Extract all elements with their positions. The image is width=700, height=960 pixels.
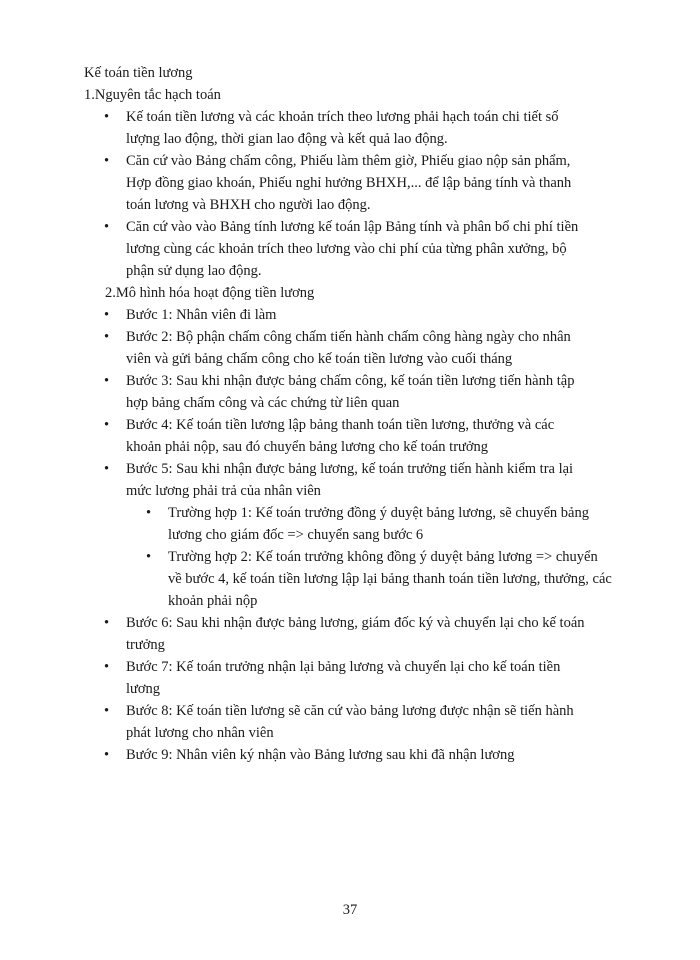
list-item <box>0 744 586 766</box>
list-item <box>0 612 586 656</box>
bullet-icon: • <box>104 329 110 345</box>
section2-step-list <box>0 304 700 766</box>
list-item-text: Bước 8: Kế toán tiền lương sẽ căn cứ vào bảng lương được nhận sẽ tiến hành phát lương cho nhân viên <box>126 703 574 741</box>
list-item <box>0 216 586 282</box>
list-item <box>0 150 586 216</box>
bullet-icon: • <box>146 549 152 565</box>
list-item <box>0 326 586 370</box>
list-item-text: Bước 2: Bộ phận chấm công chấm tiến hành chấm công hàng ngày cho nhân viên và gửi bảng chấm công cho kế toán tiền lương vào cuối tháng <box>126 329 571 367</box>
list-item <box>0 656 586 700</box>
page-number: 37 <box>342 902 358 918</box>
bullet-icon: • <box>104 417 110 433</box>
list-item-text: Bước 5: Sau khi nhận được bảng lương, kế toán trưởng tiến hành kiểm tra lại mức lương phải trả của nhân viên <box>126 461 574 499</box>
section1-heading: 1.Nguyên tắc hạch toán <box>84 87 221 103</box>
list-item <box>0 458 586 502</box>
bullet-icon: • <box>104 747 110 763</box>
list-item-text: Kế toán tiền lương và các khoản trích theo lương phải hạch toán chi tiết số lượng lao động, thời gian lao động và kết quả lao động. <box>126 109 559 147</box>
list-item-text: Căn cứ vào Bảng chấm công, Phiếu làm thêm giờ, Phiếu giao nộp sản phẩm, Hợp đồng giao khoán, Phiếu nghỉ hưởng BHXH,... để lập bảng tính và thanh toán lương và BHXH cho người lao động. <box>126 153 572 213</box>
document-title: Kế toán tiền lương <box>84 65 193 81</box>
list-item-text: Bước 6: Sau khi nhận được bảng lương, giám đốc ký và chuyển lại cho kế toán trưởng <box>126 615 585 653</box>
section1-bullet-list <box>0 106 700 282</box>
list-item <box>0 304 586 326</box>
bullet-icon: • <box>146 505 152 521</box>
list-item-text: Bước 7: Kế toán trưởng nhận lại bảng lương và chuyển lại cho kế toán tiền lương <box>126 659 561 697</box>
list-item-text: Bước 9: Nhân viên ký nhận vào Bảng lương sau khi đã nhận lương <box>126 747 515 763</box>
bullet-icon: • <box>104 373 110 389</box>
sub-list-item <box>0 502 612 546</box>
bullet-icon: • <box>104 153 110 169</box>
list-item-text: Bước 4: Kế toán tiền lương lập bảng thanh toán tiền lương, thưởng và các khoản phải nộp, sau đó chuyển bảng lương cho kế toán trưởng <box>126 417 555 455</box>
section2-heading: 2.Mô hình hóa hoạt động tiền lương <box>105 285 315 301</box>
list-item <box>0 700 586 744</box>
list-item <box>0 106 586 150</box>
bullet-icon: • <box>104 219 110 235</box>
bullet-icon: • <box>104 615 110 631</box>
bullet-icon: • <box>104 659 110 675</box>
bullet-icon: • <box>104 703 110 719</box>
bullet-icon: • <box>104 307 110 323</box>
list-item <box>0 414 586 458</box>
sub-list-item <box>0 546 612 612</box>
sub-list-item-text: Trường hợp 2: Kế toán trưởng không đồng ý duyệt bảng lương => chuyển về bước 4, kế toán tiền lương lập lại bảng thanh toán tiền lương, thưởng, các khoản phải nộp <box>168 549 612 609</box>
bullet-icon: • <box>104 109 110 125</box>
list-item <box>0 370 586 414</box>
bullet-icon: • <box>104 461 110 477</box>
list-item-text: Bước 3: Sau khi nhận được bảng chấm công, kế toán tiền lương tiến hành tập hợp bảng chấm công và các chứng từ liên quan <box>126 373 575 411</box>
list-item-text: Căn cứ vào vào Bảng tính lương kế toán lập Bảng tính và phân bổ chi phí tiền lương cùng các khoản trích theo lương vào chi phí của từng phân xưởng, bộ phận sử dụng lao động. <box>126 219 579 279</box>
sub-list-item-text: Trường hợp 1: Kế toán trưởng đồng ý duyệt bảng lương, sẽ chuyển bảng lương cho giám đốc => chuyển sang bước 6 <box>168 505 589 543</box>
list-item-text: Bước 1: Nhân viên đi làm <box>126 307 277 323</box>
